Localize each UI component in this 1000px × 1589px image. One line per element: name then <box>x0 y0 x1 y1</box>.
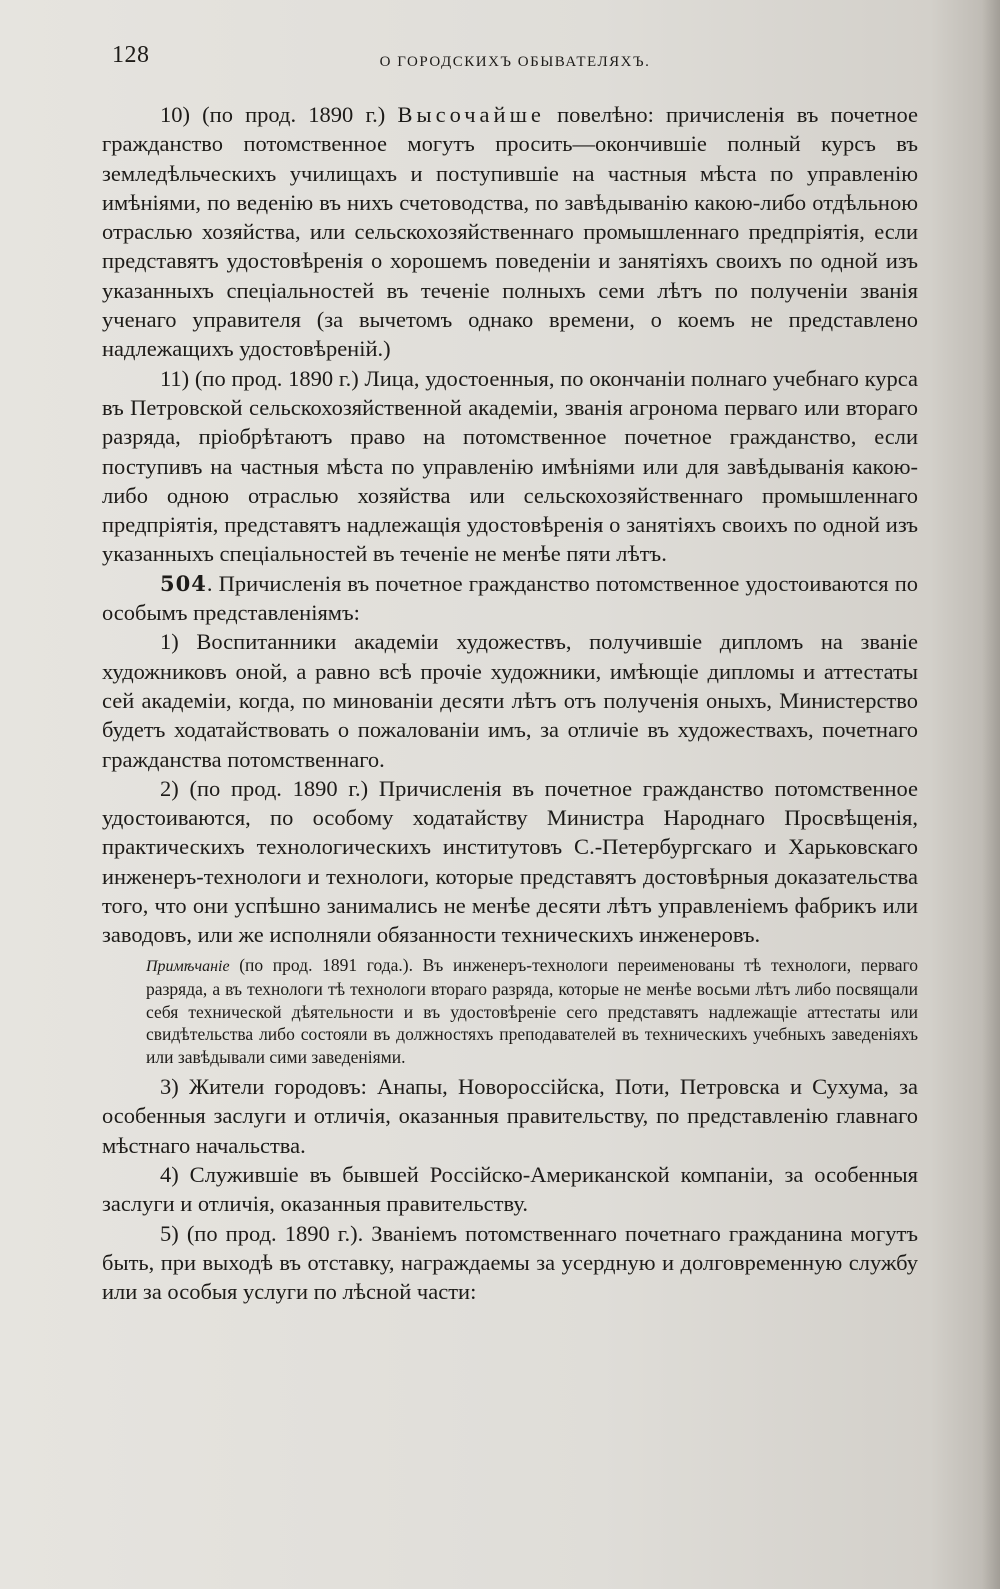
page-header <box>112 42 918 78</box>
paragraph-item-11: 11) (по прод. 1890 г.) Лица, удостоенныя, по окончаніи полнаго учебнаго курса въ Петровской сельскохозяйственной академіи, званія агронома перваго или втораго разряда, пріобрѣтаютъ право на потомственное почетное гражданство, если поступивъ на частныя мѣста по управленію имѣніями или для завѣдыванія какою-либо одною отраслью хозяйства или сельскохозяйственнаго промышленнаго предпріятія, представятъ надлежащія удостовѣренія о занятіяхъ своихъ по одной изъ указанныхъ спеціальностей въ теченіе не менѣе пяти лѣтъ. <box>102 365 918 567</box>
item-10-text: повелѣно: причисленія въ почетное гражданство потомственное могутъ просить—окончившіе полный курсъ въ земледѣльческихъ училищахъ и поступившіе на частныя мѣста по управленію имѣніями, по веденію въ нихъ счетоводства, по завѣдыванію какою-либо отдѣльною отраслью хозяйства, или сельскохозяйственнаго промышленнаго предпріятія, если представятъ удостовѣренія о хорошемъ поведеніи и занятіяхъ своихъ по одной изъ указанныхъ спеціальностей въ теченіе полныхъ семи лѣтъ по полученіи званія ученаго управителя (за вычетомъ однако времени, о коемъ не представлено надлежащихъ удостовѣреній.) <box>102 102 918 362</box>
page-body <box>102 100 918 1306</box>
article-504-item-3: 3) Жители городовъ: Анапы, Новороссійска, Поти, Петровска и Сухума, за особенныя заслуги и отличія, оказанныя правительству, по представленію главнаго мѣстнаго начальства. <box>102 1074 918 1158</box>
article-504-item-1: 1) Воспитанники академіи художествъ, получившіе дипломъ на званіе художниковъ оной, а равно всѣ прочіе художники, имѣющіе дипломы и аттестаты сей академіи, когда, по минованіи десяти лѣтъ отъ полученія оныхъ, Министерство будетъ ходатайствовать о пожалованіи имъ, за отличіе въ художествахъ, почетнаго гражданства потомственнаго. <box>102 629 918 772</box>
note-text: (по прод. 1891 года.). Въ инженеръ-технологи переименованы тѣ технологи, перваго разряда, а въ технологи тѣ технологи втораго разряда, которые не менѣе восьми лѣтъ либо посвящали себя технической дѣятельности и въ удостовѣреніе сего представятъ надлежащіе аттестаты или свидѣтельства либо состояли въ должностяхъ преподавателей въ техническихъ учебныхъ заведеніяхъ или завѣдывали сими заведеніями. <box>146 954 918 1067</box>
note-label: Примѣчаніе <box>146 957 230 975</box>
item-10-spaced-word: Высочайше <box>397 102 545 127</box>
note-paragraph <box>102 954 918 1069</box>
article-504-text: . Причисленія въ почетное гражданство потомственное удостоиваются по особымъ представленіямъ: <box>102 570 918 626</box>
item-10-prefix: 10) (по прод. 1890 г.) <box>160 102 398 127</box>
article-504-intro <box>102 569 918 628</box>
article-number-504: 504 <box>160 570 207 596</box>
page-number: 128 <box>112 42 150 68</box>
article-504-item-2: 2) (по прод. 1890 г.) Причисленія въ почетное гражданство потомственное удостоиваются, по особому ходатайству Министра Народнаго Просвѣщенія, практическихъ технологическихъ институтовъ С.-Петербургскаго и Харьковскаго инженеръ-технологи и технологи, которые представятъ достовѣрныя доказательства того, что они успѣшно занимались не менѣе десяти лѣтъ управленіемъ фабрикъ или заводовъ, или же исполняли обязанности техническихъ инженеровъ. <box>102 775 918 948</box>
page-edge-shadow <box>982 0 1000 1589</box>
paragraph-item-10 <box>102 100 918 364</box>
article-504-item-5: 5) (по прод. 1890 г.). Званіемъ потомственнаго почетнаго гражданина могутъ быть, при выходѣ въ отставку, награждаемы за усердную и долговременную службу или за особыя услуги по лѣсной части: <box>102 1220 918 1305</box>
running-title: О ГОРОДСКИХЪ ОБЫВАТЕЛЯХЪ. <box>379 54 651 70</box>
article-504-item-4: 4) Служившіе въ бывшей Россійско-Американской компаніи, за особенныя заслуги и отличія, оказанныя правительству. <box>102 1162 918 1217</box>
